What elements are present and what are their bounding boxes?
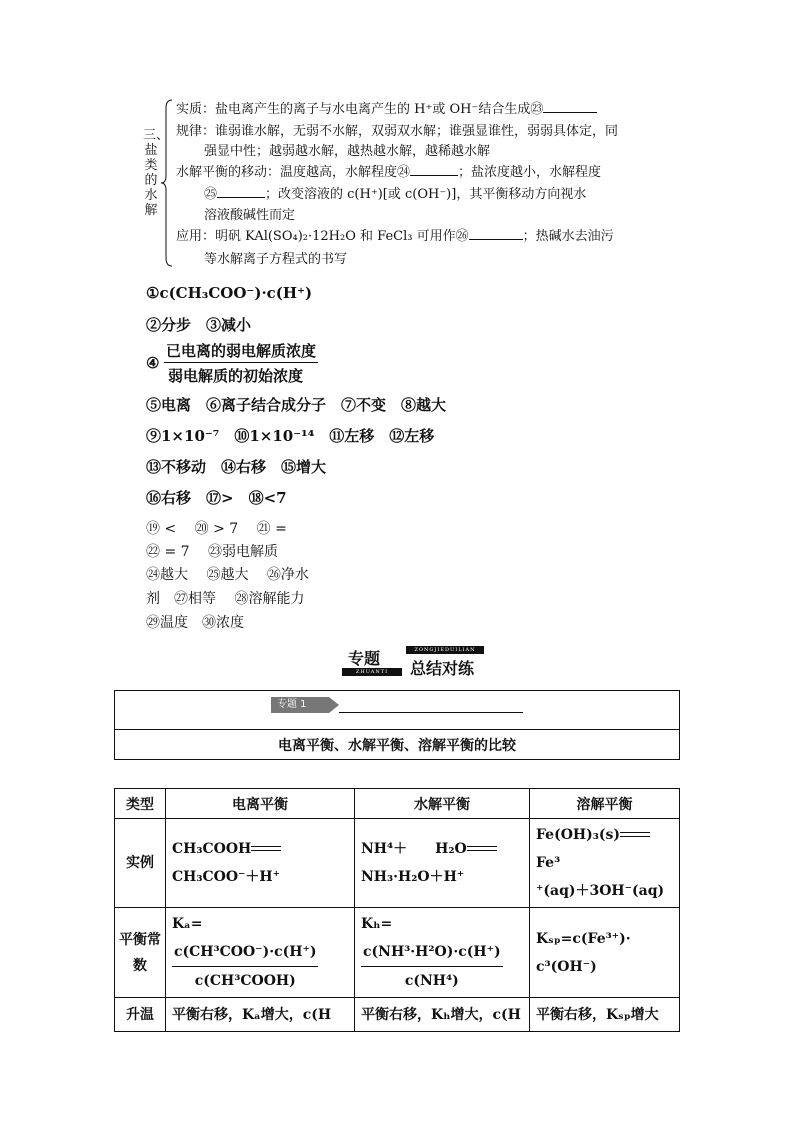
answer-9-12: ⑨1×10⁻⁷ ⑩1×10⁻¹⁴ ⑪左移 ⑫左移 xyxy=(146,427,435,445)
section-header-left-title: 专题 xyxy=(348,649,381,668)
answer-24-26: ㉔越大 ㉕越大 ㉖净水 xyxy=(146,567,309,583)
cell-solubility-example: Fe(OH)₃(s)Fe³ ⁺(aq)＋3OH⁻(aq) xyxy=(530,819,680,908)
table-row-example xyxy=(115,819,680,908)
outline-line-3: 强显中性；越弱越水解，越热越水解，越稀越水解 xyxy=(204,144,491,159)
cell-solubility-heating: 平衡右移，Kₛₚ增大 xyxy=(530,998,680,1032)
cell-hydrolysis-constant: Kₕ= $\frac{\text{c(NH³·H²O)·c(H⁺)}}{\text{c(NH⁴)}}$ xyxy=(355,908,530,998)
blank-25 xyxy=(217,185,265,198)
row-label-constant: 平衡常数 xyxy=(115,908,166,998)
answer-13-15: ⑬不移动 ⑭右移 ⑮增大 xyxy=(146,458,327,476)
topic-box xyxy=(114,690,680,760)
table-header-row xyxy=(115,789,680,819)
answer-2-3: ②分步 ③减小 xyxy=(146,316,252,334)
outline-vertical-label: 三、盐类的水解 xyxy=(143,128,170,218)
answer-16-18: ⑯右移 ⑰> ⑱<7 xyxy=(146,489,287,507)
table-row-heating xyxy=(115,998,680,1032)
row-label-heating: 升温 xyxy=(115,998,166,1032)
cell-ionization-example: CH₃COOH CH₃COO⁻＋H⁺ xyxy=(166,819,355,908)
section-header-right-sub: ZONGJIEDUILIAN xyxy=(406,646,484,654)
equilibrium-arrow-icon xyxy=(467,845,497,853)
blank-23 xyxy=(543,100,597,113)
cell-solubility-constant: Kₛₚ=c(Fe³⁺)· c³(OH⁻) xyxy=(530,908,680,998)
section-header-left-sub: ZHUANTI xyxy=(342,668,402,676)
answer-22-23: ㉒ = 7 ㉓弱电解质 xyxy=(146,544,278,560)
answer-1: ①c(CH₃COO⁻)·c(H⁺) xyxy=(146,284,313,302)
table-row-constant xyxy=(115,908,680,998)
topic-tag: 专题 1 xyxy=(271,697,329,713)
outline-line-2: 规律：谁弱谁水解，无弱不水解，双弱双水解；谁强显谁性，弱弱具体定，同 xyxy=(176,124,619,139)
cell-ionization-heating: 平衡右移，Kₐ增大，c(H xyxy=(166,998,355,1032)
outline-brace xyxy=(160,98,174,268)
cell-hydrolysis-example: NH⁴＋ H₂O NH₃·H₂O＋H⁺ xyxy=(355,819,530,908)
answer-4-denominator: 弱电解质的初始浓度 xyxy=(168,367,304,385)
table-header-hydrolysis: 水解平衡 xyxy=(355,789,530,819)
equilibrium-arrow-icon xyxy=(251,845,281,853)
outline-line-5: ㉕ ；改变溶液的 c(H⁺)[或 c(OH⁻)]，其平衡移动方向视水 xyxy=(204,187,587,202)
topic-title: 电离平衡、水解平衡、溶解平衡的比较 xyxy=(278,738,516,754)
outline-line-4: 水解平衡的移动：温度越高，水解程度㉔ ；盐浓度越小，水解程度 xyxy=(176,165,602,180)
kh-fraction: $\frac{\text{c(NH³·H²O)·c(H⁺)}}{\text{c(NH⁴)}}$ xyxy=(361,938,503,995)
answer-4-marker: ④ xyxy=(146,354,160,372)
answer-5-8: ⑤电离 ⑥离子结合成分子 ⑦不变 ⑧越大 xyxy=(146,396,447,414)
equilibrium-arrow-icon xyxy=(620,831,650,839)
outline-line-8: 等水解离子方程式的书写 xyxy=(204,252,348,267)
answer-4-fraction xyxy=(164,340,318,386)
table-header-ionization: 电离平衡 xyxy=(166,789,355,819)
table-header-solubility: 溶解平衡 xyxy=(530,789,680,819)
comparison-table xyxy=(114,788,680,1032)
outline-line-6: 溶液酸碱性而定 xyxy=(204,208,296,223)
answer-29-30: ㉙温度 ㉚浓度 xyxy=(146,615,244,631)
blank-24 xyxy=(410,163,458,176)
cell-hydrolysis-heating: 平衡右移，Kₕ增大，c(H xyxy=(355,998,530,1032)
row-label-example: 实例 xyxy=(115,819,166,908)
topic-divider xyxy=(115,729,679,730)
ka-fraction: c(CH³COO⁻)·c(H⁺) c(CH³COOH) xyxy=(172,938,318,995)
outline-line-1: 实质：盐电离产生的离子与水电离产生的 H⁺或 OH⁻结合生成㉓ xyxy=(176,98,597,117)
blank-26 xyxy=(469,227,523,240)
answer-4-numerator: 已电离的弱电解质浓度 xyxy=(164,340,318,363)
section-header-badge xyxy=(342,644,486,678)
table-header-type: 类型 xyxy=(115,789,166,819)
answer-26-28: 剂 ㉗相等 ㉘溶解能力 xyxy=(146,591,305,607)
answer-19-21: ⑲ < ⑳ > 7 ㉑ = xyxy=(146,521,287,537)
section-header-right-title: 总结对练 xyxy=(410,659,475,678)
outline-line-7: 应用：明矾 KAl(SO₄)₂·12H₂O 和 FeCl₃ 可用作㉖ ；热碱水去油污 xyxy=(176,229,614,244)
topic-tag-underline xyxy=(339,712,523,713)
cell-ionization-constant: Kₐ= c(CH³COO⁻)·c(H⁺) c(CH³COOH) xyxy=(166,908,355,998)
